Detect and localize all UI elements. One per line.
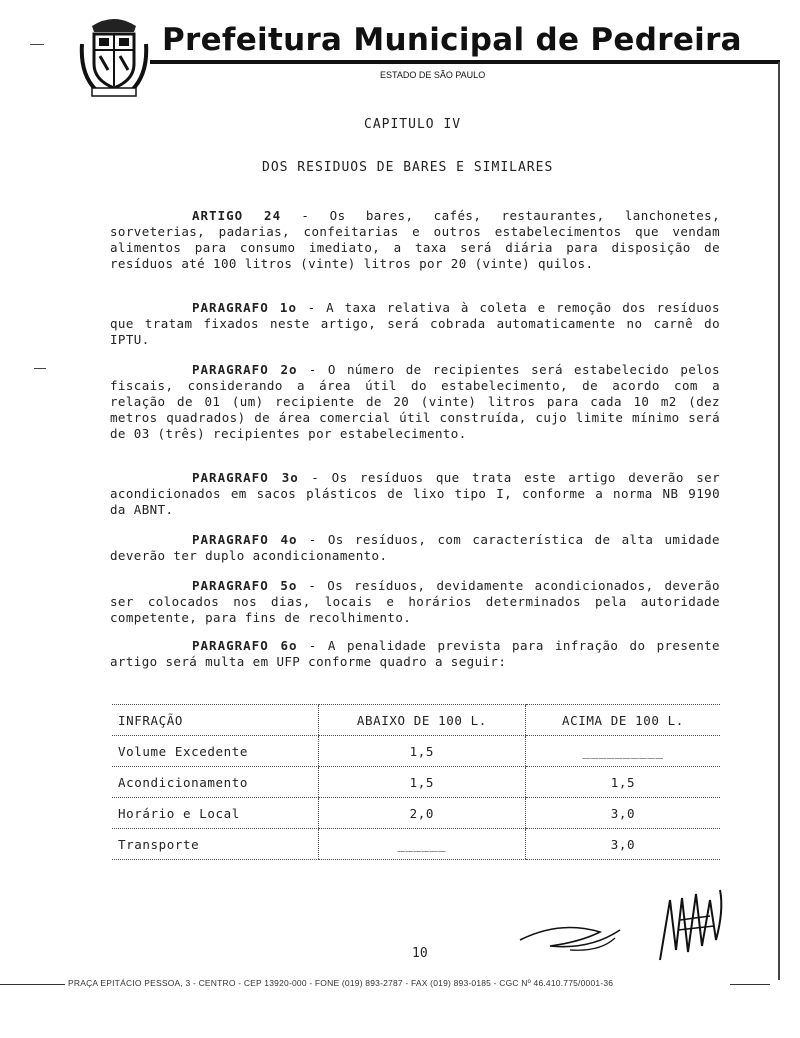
table-cell: Volume Excedente	[112, 736, 318, 767]
paragraph-lead: PARAGRAFO 1o	[192, 300, 297, 315]
paragraph-text: - Os resíduos que trata este artigo deverão ser acondicionados em sacos plásticos de lixo tipo I, conforme a norma NB 9190 da ABNT.	[110, 470, 720, 517]
page-border-right	[778, 62, 780, 980]
paragraph-text: - Os resíduos, com característica de alta umidade deverão ter duplo acondicionamento.	[110, 532, 720, 563]
paragraph-lead: PARAGRAFO 2o	[192, 362, 298, 377]
table-header-cell: INFRAÇÃO	[112, 705, 318, 736]
table-row	[112, 767, 720, 798]
table-row	[112, 798, 720, 829]
table-cell: 3,0	[525, 798, 720, 829]
section-title: DOS RESIDUOS DE BARES E SIMILARES	[262, 160, 554, 175]
paragraph-text: - Os bares, cafés, restaurantes, lanchonetes, sorveterias, padarias, confeitarias e outros estabelecimentos que vendam alimentos para consumo imediato, a taxa será diária para disposição de resíduos até 100 litros (vinte) litros por 20 (vinte) quilos.	[110, 208, 720, 271]
table-header-row	[112, 705, 720, 736]
paragraph-lead: ARTIGO 24	[192, 208, 282, 223]
margin-mark	[34, 368, 46, 369]
table-cell: __________	[525, 736, 720, 767]
table-cell: Acondicionamento	[112, 767, 318, 798]
table-row	[112, 829, 720, 860]
paragraph-artigo-24	[110, 208, 720, 272]
municipal-crest-icon	[78, 14, 150, 98]
table-header-cell: ABAIXO DE 100 L.	[318, 705, 525, 736]
paragraph-text: - Os resíduos, devidamente acondicionados, deverão ser colocados nos dias, locais e horários determinados pela autoridade competente, para fins de recolhimento.	[110, 578, 720, 625]
header-rule	[150, 60, 780, 64]
institution-subtitle: ESTADO DE SÃO PAULO	[380, 70, 486, 80]
paragraph-text: - A taxa relativa à coleta e remoção dos resíduos que tratam fixados neste artigo, será cobrada automaticamente no carnê do IPTU.	[110, 300, 720, 347]
margin-mark	[30, 44, 44, 45]
paragraph-lead: PARAGRAFO 5o	[192, 578, 298, 593]
paragraph-4	[110, 532, 720, 564]
paragraph-lead: PARAGRAFO 4o	[192, 532, 298, 547]
table-cell: Transporte	[112, 829, 318, 860]
table-cell: 1,5	[525, 767, 720, 798]
handwritten-signature	[510, 880, 750, 970]
table-cell: 1,5	[318, 767, 525, 798]
chapter-heading: CAPITULO IV	[364, 117, 462, 132]
table-cell: 2,0	[318, 798, 525, 829]
footer-rule-left	[0, 984, 65, 985]
table-cell: 1,5	[318, 736, 525, 767]
paragraph-3	[110, 470, 720, 518]
table-cell: Horário e Local	[112, 798, 318, 829]
table-row	[112, 736, 720, 767]
paragraph-6	[110, 638, 720, 670]
institution-title: Prefeitura Municipal de Pedreira	[162, 22, 742, 58]
footer-address: PRAÇA EPITÁCIO PESSOA, 3 - CENTRO - CEP 13920-000 - FONE (019) 893-2787 - FAX (019) 893-0185 - CGC Nº 46.410.775/0001-36	[68, 978, 614, 988]
paragraph-1	[110, 300, 720, 348]
table-cell: ______	[318, 829, 525, 860]
footer-rule-right	[730, 984, 770, 985]
paragraph-2	[110, 362, 720, 442]
table-header-cell: ACIMA DE 100 L.	[525, 705, 720, 736]
paragraph-text: - O número de recipientes será estabelecido pelos fiscais, considerando a área útil do estabelecimento, de acordo com a relação de 01 (um) recipiente de 20 (vinte) litros para cada 10 m2 (dez metros quadrados) de área comercial útil construída, cujo limite mínimo será de 03 (três) recipientes por estabelecimento.	[110, 362, 720, 441]
penalty-table	[112, 704, 720, 860]
page-number: 10	[412, 946, 428, 961]
paragraph-text: - A penalidade prevista para infração do presente artigo será multa em UFP conforme quadro a seguir:	[110, 638, 720, 669]
paragraph-lead: PARAGRAFO 6o	[192, 638, 298, 653]
paragraph-5	[110, 578, 720, 626]
table-cell: 3,0	[525, 829, 720, 860]
paragraph-lead: PARAGRAFO 3o	[192, 470, 299, 485]
